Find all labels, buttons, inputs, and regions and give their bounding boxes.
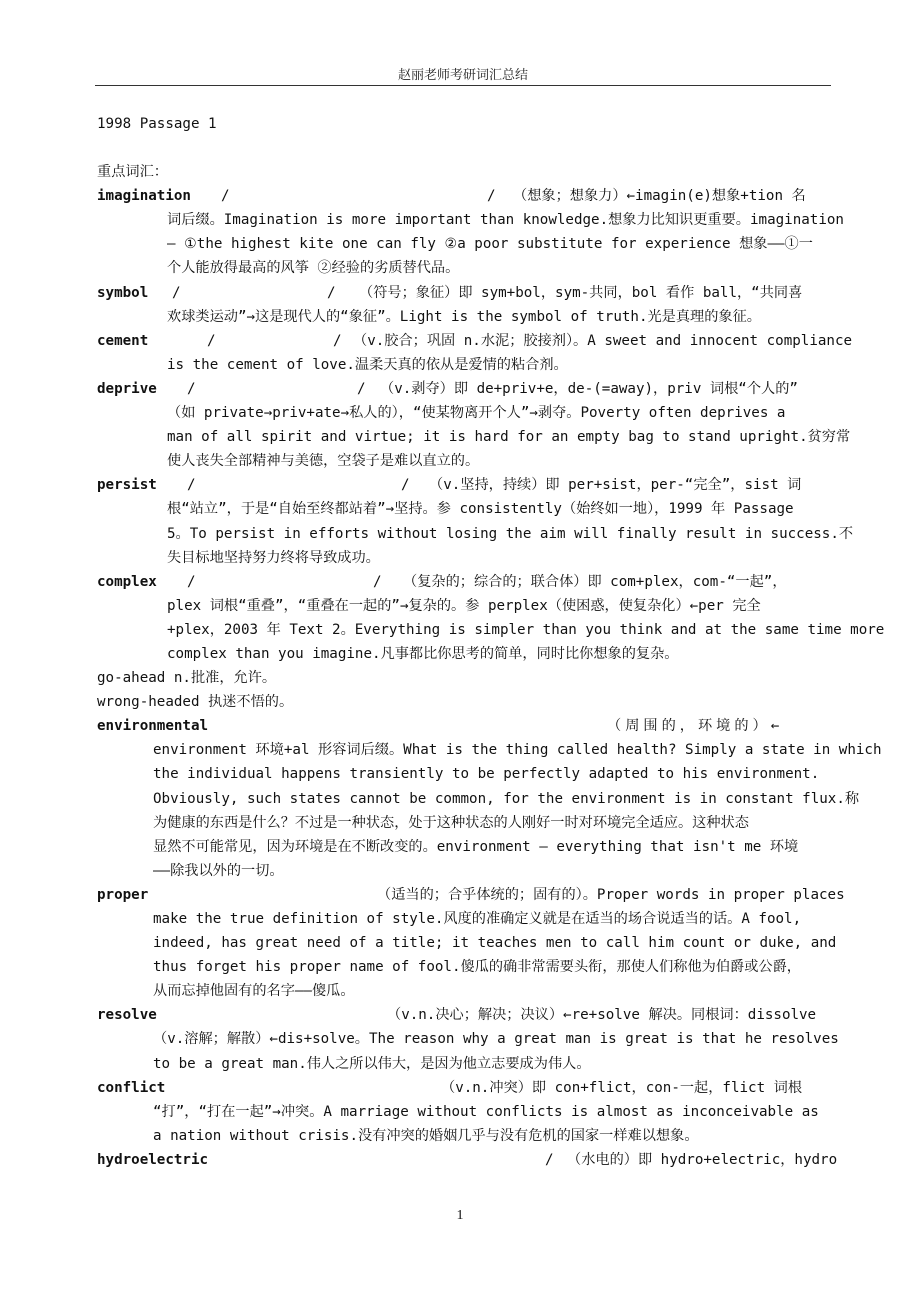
vocab-word: cement xyxy=(97,332,149,349)
spacer xyxy=(97,136,857,160)
entry-first-line xyxy=(97,281,857,305)
vocab-entry-proper xyxy=(97,883,857,1003)
page-number: 1 xyxy=(456,1208,464,1223)
definition-line: 欢球类运动”→这是现代人的“象征”。Light is the symbol of truth.光是真理的象征。 xyxy=(167,308,761,325)
definition-line: ——除我以外的一切。 xyxy=(153,862,284,879)
definition-line: “打”，“打在一起”→冲突。A marriage without conflicts is almost as inconceivable as xyxy=(153,1103,819,1120)
phonetic-slash: / xyxy=(221,188,230,205)
vocab-entry-deprive xyxy=(97,377,857,473)
phonetic-slash: / xyxy=(401,477,410,494)
definition-line: （v.溶解；解散）←dis+solve。The reason why a great man is great is that he resolves xyxy=(153,1031,839,1048)
definition-line: 个人能放得最高的风筝 ②经验的劣质替代品。 xyxy=(167,260,460,277)
phonetic-slash: / xyxy=(187,477,196,494)
definition-start: （适当的；合乎体统的；固有的）。Proper words in proper places xyxy=(377,886,845,903)
definition-line: 词后缀。Imagination is more important than knowledge.想象力比知识更重要。imagination xyxy=(167,212,844,229)
page-header: 赵丽老师考研词汇总结 xyxy=(397,68,528,83)
definition-line: — ①the highest kite one can fly ②a poor substitute for experience 想象——①一 xyxy=(167,236,813,253)
definition-line: a nation without crisis.没有冲突的婚姻几乎与没有危机的国家一样难以想象。 xyxy=(153,1127,699,1144)
vocab-word: symbol xyxy=(97,284,149,301)
phonetic-slash: / xyxy=(357,380,366,397)
definition-start: （v.胶合；巩固 n.水泥；胶接剂）。A sweet and innocent compliance xyxy=(353,332,853,349)
definition-start: （符号；象征）即 sym+bol，sym-共同，bol 看作 ball，“共同喜 xyxy=(359,284,803,301)
header-divider xyxy=(95,85,831,86)
vocab-entry-environmental xyxy=(97,714,882,883)
vocab-word: environmental xyxy=(97,718,209,735)
definition-line: Obviously, such states cannot be common, for the environment is in constant flux.称 xyxy=(153,790,860,807)
section-label: 重点词汇： xyxy=(97,164,168,181)
vocab-word: proper xyxy=(97,886,149,903)
definition-line: is the cement of love.温柔天真的依从是爱情的粘合剂。 xyxy=(167,356,568,373)
vocab-word: complex xyxy=(97,573,157,590)
phonetic-slash: / xyxy=(373,573,382,590)
entry-first-line xyxy=(97,1148,857,1172)
vocab-entry-complex xyxy=(97,570,885,666)
definition-line: make the true definition of style.风度的准确定义就是在适当的场合说适当的话。A fool, xyxy=(153,911,802,927)
definition-start: （v.剥夺）即 de+priv+e，de-(=away)，priv 词根“个人的” xyxy=(380,380,798,397)
definition-line: 失目标地坚持努力终将导致成功。 xyxy=(167,549,380,566)
vocab-line-go-ahead: go-ahead n.批准，允许。 xyxy=(97,670,277,687)
passage-title: 1998 Passage 1 xyxy=(97,116,217,132)
phonetic-slash: / xyxy=(487,188,496,205)
definition-start: （v.n.冲突）即 con+flict，con-一起，flict 词根 xyxy=(441,1079,803,1096)
vocab-entry-persist xyxy=(97,473,857,569)
definition-start: （v.n.决心；解决；决议）←re+solve 解决。同根词：dissolve xyxy=(387,1007,817,1024)
phonetic-slash: / xyxy=(207,332,216,349)
vocab-word: hydroelectric xyxy=(97,1151,209,1168)
definition-line: plex 词根“重叠”，“重叠在一起的”→复杂的。参 perplex（使困惑，使复杂化）←per 完全 xyxy=(167,597,761,614)
definition-start: （v.坚持，持续）即 per+sist，per-“完全”，sist 词 xyxy=(429,477,802,494)
vocab-word: resolve xyxy=(97,1007,157,1024)
definition-start: （水电的）即 hydro+electric，hydro xyxy=(567,1151,838,1168)
definition-line: thus forget his proper name of fool.傻瓜的确非常需要头衔，那使人们称他为伯爵或公爵， xyxy=(153,959,801,976)
entry-first-line xyxy=(97,570,857,594)
definition-line: environment 环境+al 形容词后缀。What is the thing called health? Simply a state in which xyxy=(153,742,882,759)
vocab-word: deprive xyxy=(97,380,157,397)
entry-first-line xyxy=(97,473,857,497)
phonetic-slash: / xyxy=(187,573,196,590)
vocab-word: persist xyxy=(97,477,157,494)
phonetic-slash: / xyxy=(545,1151,554,1168)
vocab-line-wrong-headed: wrong-headed 执迷不悟的。 xyxy=(97,694,294,711)
phonetic-slash: / xyxy=(327,284,336,301)
entry-first-line xyxy=(97,184,857,208)
phonetic-slash: / xyxy=(187,380,196,397)
vocab-entry-hydroelectric xyxy=(97,1148,857,1172)
definition-line: （如 private→priv+ate→私人的），“使某物离开个人”→剥夺。Poverty often deprives a xyxy=(167,405,786,422)
definition-line: man of all spirit and virtue; it is hard for an empty bag to stand upright.贫穷常 xyxy=(167,429,851,446)
entry-first-line xyxy=(97,377,857,401)
entry-first-line xyxy=(97,714,857,738)
phonetic-slash: / xyxy=(172,284,181,301)
definition-line: 显然不可能常见，因为环境是在不断改变的。environment — everything that isn't me 环境 xyxy=(153,838,799,855)
phonetic-slash: / xyxy=(333,332,342,349)
vocab-entry-conflict xyxy=(97,1076,857,1148)
definition-start: （想象；想象力）←imagin(e)想象+tion 名 xyxy=(513,188,806,205)
entry-first-line xyxy=(97,1003,857,1027)
vocab-entry-imagination xyxy=(97,184,857,280)
definition-line: to be a great man.伟人之所以伟大，是因为他立志要成为伟人。 xyxy=(153,1055,591,1072)
definition-line: +plex，2003 年 Text 2。Everything is simpler than you think and at the same time more xyxy=(167,621,885,638)
vocab-word: conflict xyxy=(97,1079,166,1096)
definition-line: complex than you imagine.凡事都比你思考的简单，同时比你想象的复杂。 xyxy=(167,645,679,662)
definition-line: 为健康的东西是什么？不过是一种状态，处于这种状态的人刚好一时对环境完全适应。这种状态 xyxy=(153,814,749,831)
document-body xyxy=(97,112,885,1172)
definition-start: （复杂的；综合的；联合体）即 com+plex，com-“一起”， xyxy=(403,573,787,590)
definition-line: 根“站立”，于是“自始至终都站着”→坚持。参 consistently（始终如一地），1999 年 Passage xyxy=(167,501,794,518)
vocab-word: imagination xyxy=(97,188,191,205)
entry-first-line xyxy=(97,329,857,353)
vocab-entry-resolve xyxy=(97,1003,857,1075)
entry-first-line xyxy=(97,883,857,907)
vocab-entry-cement xyxy=(97,329,857,377)
definition-line: 使人丧失全部精神与美德，空袋子是难以直立的。 xyxy=(167,453,480,470)
definition-line: indeed, has great need of a title; it teaches men to call him count or duke, and xyxy=(153,935,837,952)
definition-line: the individual happens transiently to be perfectly adapted to his environment. xyxy=(153,766,820,783)
definition-line: 5。To persist in efforts without losing the aim will finally result in success.不 xyxy=(167,525,854,542)
entry-first-line xyxy=(97,1076,857,1100)
vocab-entry-symbol xyxy=(97,281,857,329)
definition-start: （周围的，环境的）← xyxy=(607,718,784,735)
definition-line: 从而忘掉他固有的名字——傻瓜。 xyxy=(153,983,355,1000)
